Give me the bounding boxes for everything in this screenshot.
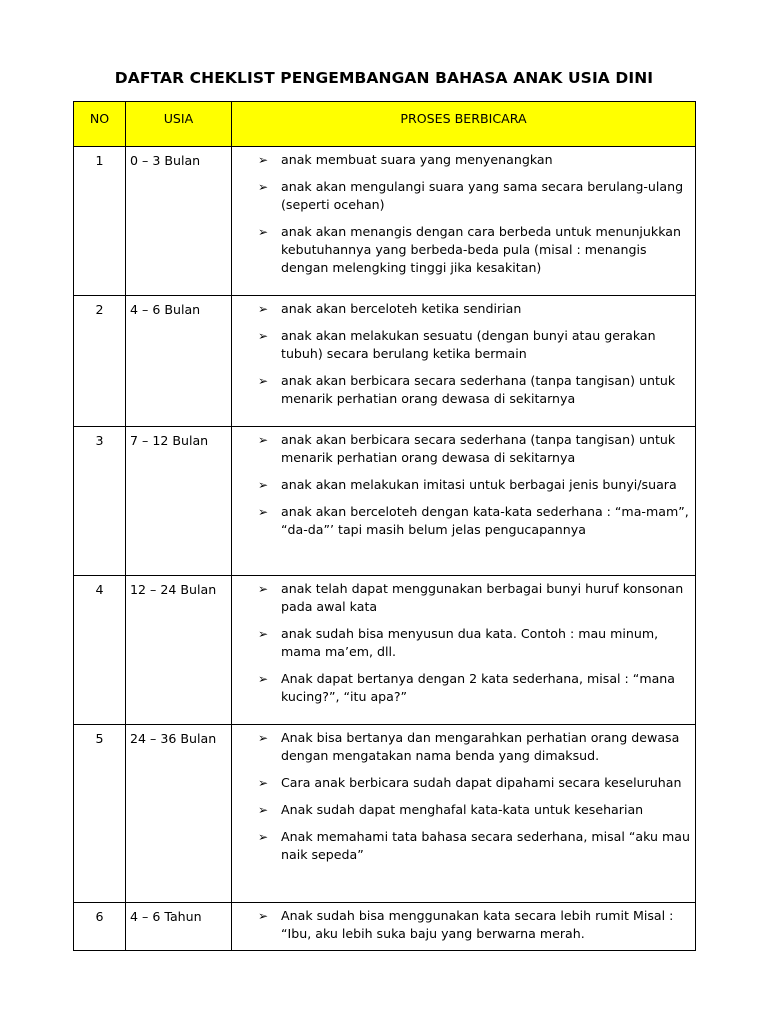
speaking-process-cell [232,147,696,296]
arrowhead-bullet-icon: ➢ [258,776,269,790]
milestone-text: anak telah dapat menggunakan berbagai bunyi huruf konsonan pada awal kata [281,581,684,614]
list-item [232,828,691,864]
milestone-text: Anak bisa bertanya dan mengarahkan perhatian orang dewasa dengan mengatakan nama benda yang dimaksud. [281,730,680,763]
arrowhead-bullet-icon: ➢ [258,302,269,316]
page-title: DAFTAR CHEKLIST PENGEMBANGAN BAHASA ANAK USIA DINI [114,69,654,87]
milestone-text: Anak dapat bertanya dengan 2 kata sederhana, misal : “mana kucing?”, “itu apa?” [281,671,676,704]
milestone-list [232,300,691,408]
list-item [232,907,691,943]
checklist-table [73,101,696,951]
milestone-list [232,431,691,539]
list-item [232,476,691,494]
list-item [232,729,691,765]
milestone-text: Anak sudah bisa menggunakan kata secara lebih rumit Misal : “Ibu, aku lebih suka baju yang berwarna merah. [281,908,674,941]
row-number: 4 [74,576,126,725]
table-row [74,903,696,951]
arrowhead-bullet-icon: ➢ [258,374,269,388]
arrowhead-bullet-icon: ➢ [258,225,269,239]
list-item [232,178,691,214]
table-row [74,147,696,296]
table-row [74,576,696,725]
speaking-process-cell [232,296,696,427]
row-number: 1 [74,147,126,296]
table-row [74,725,696,903]
milestone-text: anak akan berbicara secara sederhana (tanpa tangisan) untuk menarik perhatian orang dewasa di sekitarnya [281,373,676,406]
list-item [232,801,691,819]
row-number: 5 [74,725,126,903]
speaking-process-cell [232,576,696,725]
speaking-process-cell [232,903,696,951]
age-range: 12 – 24 Bulan [126,576,232,725]
list-item [232,151,691,169]
milestone-list [232,907,691,943]
arrowhead-bullet-icon: ➢ [258,731,269,745]
header-no: NO [74,102,126,147]
milestone-text: anak akan berbicara secara sederhana (tanpa tangisan) untuk menarik perhatian orang dewasa di sekitarnya [281,432,676,465]
table-row [74,296,696,427]
arrowhead-bullet-icon: ➢ [258,830,269,844]
arrowhead-bullet-icon: ➢ [258,672,269,686]
table-row [74,427,696,576]
milestone-list [232,151,691,277]
list-item [232,503,691,539]
milestone-text: anak akan mengulangi suara yang sama secara berulang-ulang (seperti ocehan) [281,179,684,212]
header-proses-berbicara: PROSES BERBICARA [232,102,696,147]
milestone-text: anak akan melakukan sesuatu (dengan bunyi atau gerakan tubuh) secara berulang ketika bermain [281,328,656,361]
milestone-text: anak akan berceloteh ketika sendirian [281,301,522,316]
milestone-text: anak akan berceloteh dengan kata-kata sederhana : “ma-mam”, “da-da”’ tapi masih belum jelas pengucapannya [281,504,689,537]
milestone-text: anak sudah bisa menyusun dua kata. Contoh : mau minum, mama ma’em, dll. [281,626,659,659]
table-header-row [74,102,696,147]
age-range: 24 – 36 Bulan [126,725,232,903]
row-number: 2 [74,296,126,427]
list-item [232,327,691,363]
arrowhead-bullet-icon: ➢ [258,153,269,167]
header-usia: USIA [126,102,232,147]
arrowhead-bullet-icon: ➢ [258,627,269,641]
list-item [232,625,691,661]
milestone-text: Cara anak berbicara sudah dapat dipahami secara keseluruhan [281,775,682,790]
list-item [232,774,691,792]
list-item [232,431,691,467]
row-number: 3 [74,427,126,576]
arrowhead-bullet-icon: ➢ [258,505,269,519]
list-item [232,670,691,706]
age-range: 0 – 3 Bulan [126,147,232,296]
arrowhead-bullet-icon: ➢ [258,909,269,923]
speaking-process-cell [232,725,696,903]
row-number: 6 [74,903,126,951]
list-item [232,372,691,408]
speaking-process-cell [232,427,696,576]
age-range: 7 – 12 Bulan [126,427,232,576]
age-range: 4 – 6 Tahun [126,903,232,951]
milestone-list [232,729,691,864]
arrowhead-bullet-icon: ➢ [258,433,269,447]
list-item [232,223,691,277]
arrowhead-bullet-icon: ➢ [258,329,269,343]
arrowhead-bullet-icon: ➢ [258,803,269,817]
age-range: 4 – 6 Bulan [126,296,232,427]
milestone-text: anak akan melakukan imitasi untuk berbagai jenis bunyi/suara [281,477,677,492]
milestone-text: Anak sudah dapat menghafal kata-kata untuk keseharian [281,802,644,817]
arrowhead-bullet-icon: ➢ [258,478,269,492]
list-item [232,300,691,318]
list-item [232,580,691,616]
arrowhead-bullet-icon: ➢ [258,180,269,194]
milestone-text: anak akan menangis dengan cara berbeda untuk menunjukkan kebutuhannya yang berbeda-beda pula (misal : menangis dengan melengking tinggi jika kesakitan) [281,224,681,275]
milestone-text: anak membuat suara yang menyenangkan [281,152,553,167]
milestone-list [232,580,691,706]
arrowhead-bullet-icon: ➢ [258,582,269,596]
milestone-text: Anak memahami tata bahasa secara sederhana, misal “aku mau naik sepeda” [281,829,690,862]
